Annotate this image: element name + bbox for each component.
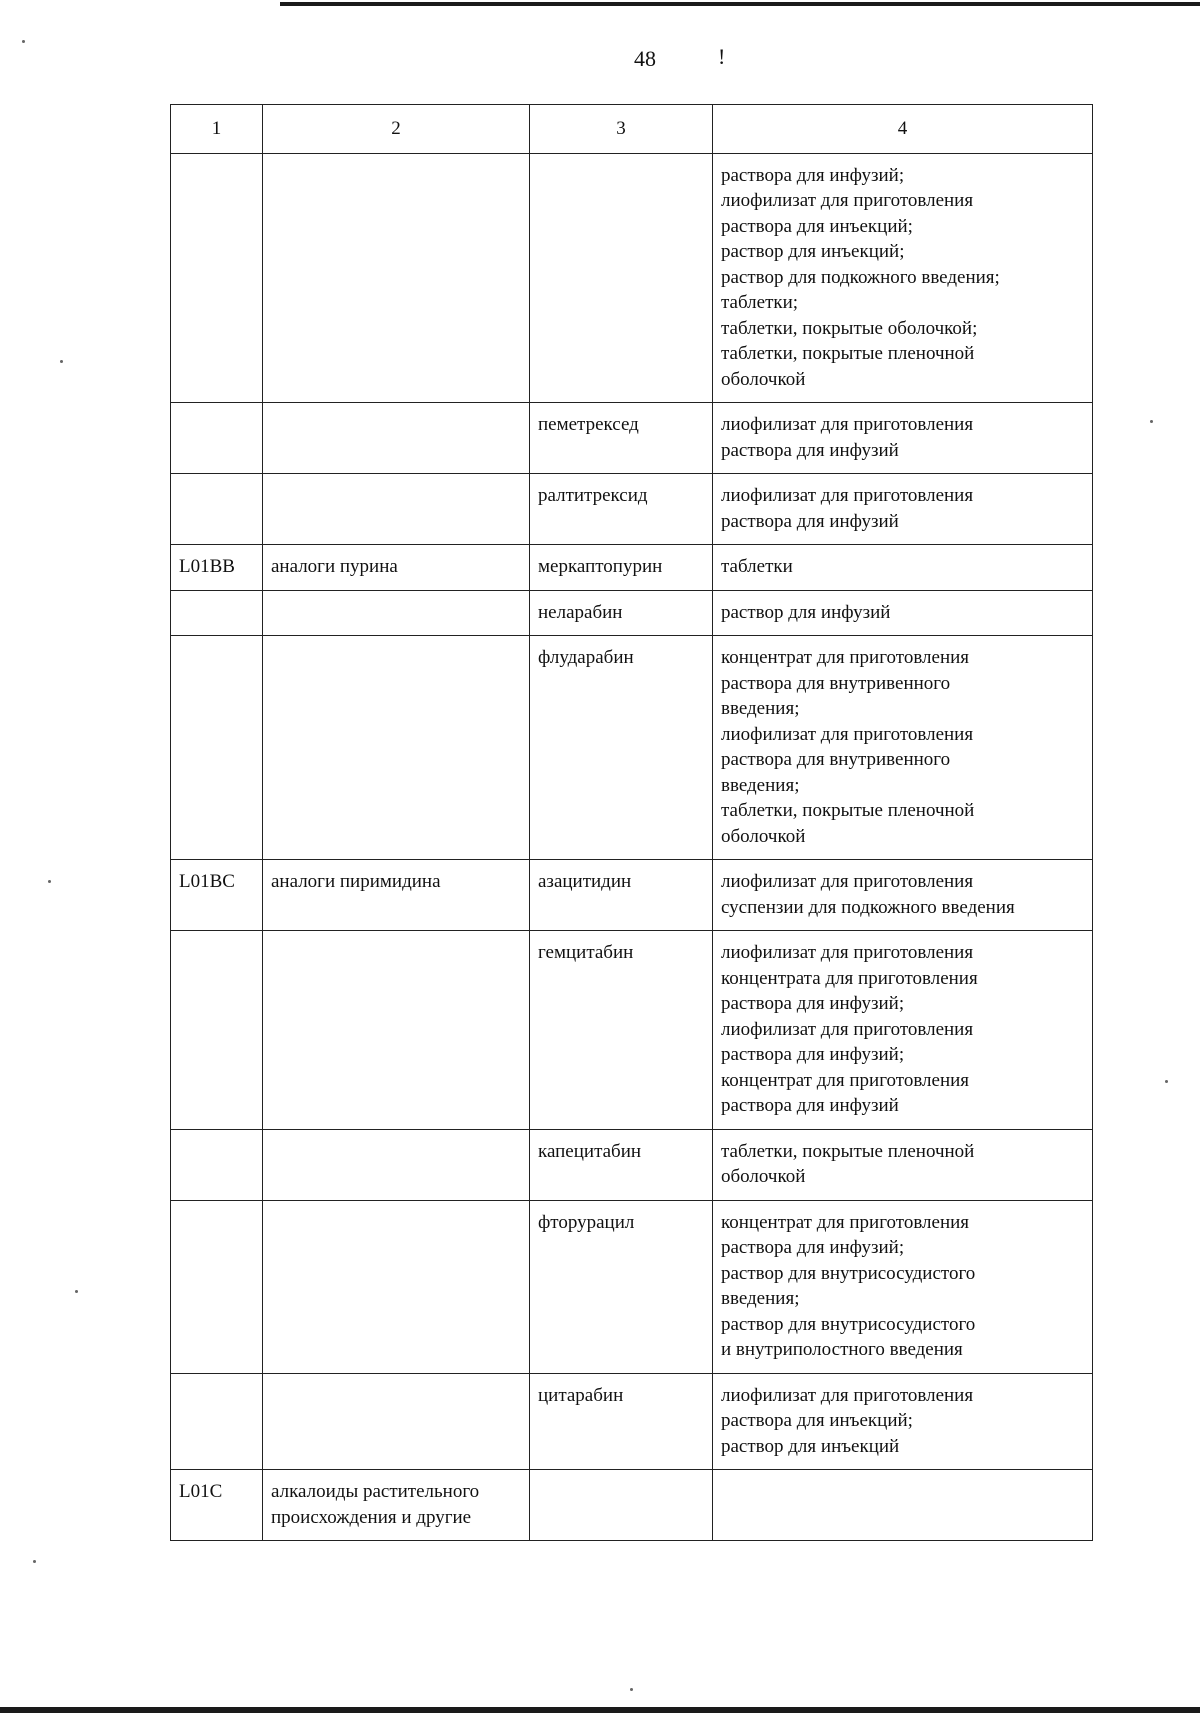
page-mark: ! <box>718 44 726 69</box>
dosage-forms-cell <box>713 860 1093 931</box>
dosage-form-line: лиофилизат для приготовления <box>721 723 974 745</box>
dosage-form-line: лиофилизат для приготовления <box>721 1384 974 1406</box>
dosage-form-line: раствора для инъекций; <box>721 215 913 237</box>
scan-speck <box>60 360 63 363</box>
table-row <box>171 931 1093 1130</box>
atc-code-cell <box>171 474 263 545</box>
drug-name-cell: ралтитрексид <box>530 474 713 545</box>
atc-code-cell <box>171 1373 263 1470</box>
drug-name-cell: пеметрексед <box>530 403 713 474</box>
dosage-form-line: лиофилизат для приготовления <box>721 871 974 892</box>
dosage-form-line: раствора для инфузий; <box>721 993 905 1014</box>
table-row <box>171 1373 1093 1470</box>
table-row <box>171 636 1093 860</box>
dosage-forms-cell <box>713 153 1093 403</box>
dosage-form-line: введения; <box>721 1288 800 1309</box>
table-row <box>171 403 1093 474</box>
dosage-form-line: концентрат для приготовления <box>721 1069 970 1091</box>
dosage-form-line: концентрат для приготовления <box>721 647 970 668</box>
dosage-form-line: раствор для внутрисосудистого <box>721 1313 976 1335</box>
drug-name-cell <box>530 1470 713 1541</box>
atc-code-cell <box>171 636 263 860</box>
scan-speck <box>630 1688 633 1691</box>
dosage-forms-cell <box>713 545 1093 591</box>
dosage-form-line: оболочкой <box>721 1166 806 1187</box>
group-name-cell: аналоги пиримидина <box>263 860 530 931</box>
dosage-form-line: введения; <box>721 698 800 719</box>
drug-name-cell: фторурацил <box>530 1200 713 1373</box>
dosage-form-line: концентрат для приготовления <box>721 1211 970 1233</box>
dosage-form-line: лиофилизат для приготовления <box>721 485 974 506</box>
dosage-form-line: раствор для подкожного введения; <box>721 266 1000 288</box>
table-row <box>171 474 1093 545</box>
group-name-cell <box>263 153 530 403</box>
dosage-form-line: раствор для инъекций <box>721 1435 900 1457</box>
dosage-form-line: раствора для внутривенного <box>721 672 951 694</box>
dosage-form-line: раствора для инфузий <box>721 1095 899 1116</box>
table-row <box>171 1200 1093 1373</box>
group-name-cell <box>263 590 530 636</box>
drug-name-cell: капецитабин <box>530 1129 713 1200</box>
dosage-forms-cell <box>713 403 1093 474</box>
dosage-form-line: раствор для внутрисосудистого <box>721 1262 976 1284</box>
drug-name-cell: азацитидин <box>530 860 713 931</box>
table-row <box>171 153 1093 403</box>
header-col-3: 3 <box>530 105 713 154</box>
dosage-form-line: раствор для инъекций; <box>721 241 905 262</box>
dosage-forms-cell <box>713 1470 1093 1541</box>
table-header-row <box>171 105 1093 154</box>
dosage-form-line: лиофилизат для приготовления <box>721 1018 974 1040</box>
dosage-form-line: лиофилизат для приготовления <box>721 190 974 211</box>
dosage-form-line: раствора для инъекций; <box>721 1410 913 1431</box>
dosage-form-line: таблетки, покрытые пленочной <box>721 1140 975 1162</box>
atc-code-cell: L01BC <box>171 860 263 931</box>
scan-speck <box>1150 420 1153 423</box>
header-col-2: 2 <box>263 105 530 154</box>
table-row <box>171 860 1093 931</box>
dosage-forms-cell <box>713 1129 1093 1200</box>
dosage-form-line: таблетки; <box>721 292 799 313</box>
group-name-cell <box>263 931 530 1130</box>
dosage-form-line: суспензии для подкожного введения <box>721 896 1015 918</box>
dosage-form-line: таблетки, покрытые оболочкой; <box>721 317 978 339</box>
header-col-4: 4 <box>713 105 1093 154</box>
dosage-forms-cell <box>713 636 1093 860</box>
table-row <box>171 1470 1093 1541</box>
drug-table <box>170 104 1093 1541</box>
scan-speck <box>22 40 25 43</box>
atc-code-cell <box>171 1129 263 1200</box>
atc-code-cell <box>171 403 263 474</box>
atc-code-cell <box>171 1200 263 1373</box>
dosage-form-line: введения; <box>721 774 800 796</box>
dosage-form-line: раствора для инфузий <box>721 510 899 532</box>
dosage-forms-cell <box>713 474 1093 545</box>
atc-code-cell: L01BB <box>171 545 263 591</box>
dosage-form-line: таблетки, покрытые пленочной <box>721 800 975 821</box>
drug-name-cell: меркаптопурин <box>530 545 713 591</box>
header-col-1: 1 <box>171 105 263 154</box>
table-row <box>171 1129 1093 1200</box>
dosage-form-line: и внутриполостного введения <box>721 1339 963 1360</box>
dosage-form-line: концентрата для приготовления <box>721 967 978 989</box>
dosage-forms-cell <box>713 590 1093 636</box>
drug-name-cell <box>530 153 713 403</box>
dosage-forms-cell <box>713 1200 1093 1373</box>
group-name-cell: аналоги пурина <box>263 545 530 591</box>
dosage-form-line: лиофилизат для приготовления <box>721 414 974 435</box>
table-row <box>171 590 1093 636</box>
drug-name-cell: неларабин <box>530 590 713 636</box>
atc-code-cell <box>171 153 263 403</box>
scan-speck <box>75 1290 78 1293</box>
dosage-form-line: раствора для внутривенного <box>721 749 951 770</box>
atc-code-cell <box>171 931 263 1130</box>
atc-code-cell <box>171 590 263 636</box>
group-name-cell <box>263 1200 530 1373</box>
group-name-cell <box>263 1129 530 1200</box>
scan-border-bottom <box>0 1707 1200 1713</box>
drug-name-cell: цитарабин <box>530 1373 713 1470</box>
table-body <box>171 153 1093 1541</box>
dosage-form-line: раствор для инфузий <box>721 601 891 623</box>
dosage-form-line: лиофилизат для приготовления <box>721 942 974 963</box>
group-name-cell <box>263 403 530 474</box>
group-name-cell <box>263 636 530 860</box>
dosage-forms-cell <box>713 1373 1093 1470</box>
dosage-form-line: оболочкой <box>721 825 806 847</box>
page-number: 48 <box>634 46 656 71</box>
drug-name-cell: гемцитабин <box>530 931 713 1130</box>
table-row <box>171 545 1093 591</box>
scan-speck <box>1165 1080 1168 1083</box>
dosage-form-line: раствора для инфузий; <box>721 1044 905 1065</box>
group-name-cell <box>263 1373 530 1470</box>
drug-name-cell: флударабин <box>530 636 713 860</box>
scan-border-top <box>280 2 1200 6</box>
dosage-form-line: оболочкой <box>721 368 806 390</box>
dosage-form-line: таблетки, покрытые пленочной <box>721 343 975 364</box>
group-name-cell: алкалоиды растительного происхождения и другие <box>263 1470 530 1541</box>
dosage-form-line: таблетки <box>721 556 793 577</box>
dosage-forms-cell <box>713 931 1093 1130</box>
dosage-form-line: раствора для инфузий; <box>721 1237 905 1258</box>
dosage-form-line: раствора для инфузий; <box>721 164 905 186</box>
scan-speck <box>48 880 51 883</box>
atc-code-cell: L01C <box>171 1470 263 1541</box>
group-name-cell <box>263 474 530 545</box>
dosage-form-line: раствора для инфузий <box>721 439 899 461</box>
scan-speck <box>33 1560 36 1563</box>
